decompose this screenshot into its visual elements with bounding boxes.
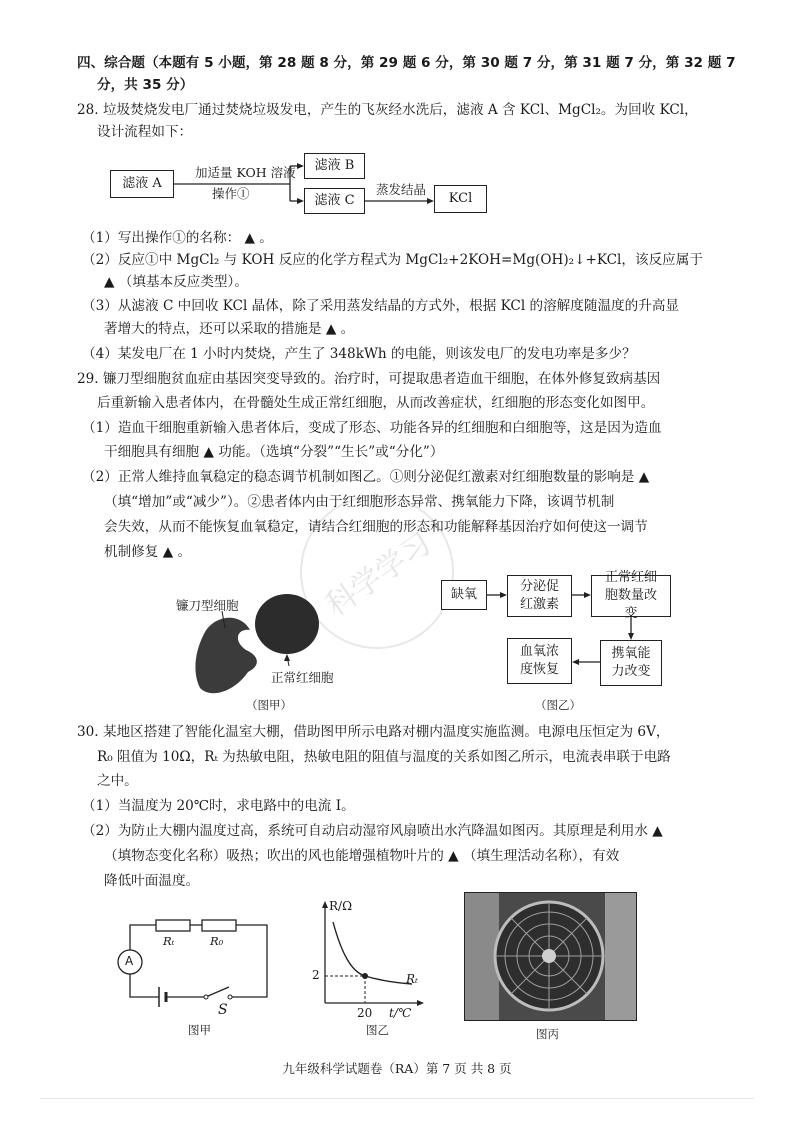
q29-part1-line1: （1）造血干细胞重新输入患者体后，变成了形态、功能各异的红细胞和白细胞等，这是因为造血 — [82, 420, 662, 436]
node-oxygen-capacity-change: 携氧能力改变 — [600, 640, 662, 686]
node-hypoxia: 缺氧 — [441, 580, 487, 610]
graph-y-label: R/Ω — [329, 899, 353, 913]
graph-x-tick: 20 — [357, 1006, 373, 1020]
q28-part1: （1）写出操作①的名称： ▲ 。 — [82, 230, 273, 246]
page-footer: 九年级科学试题卷（RA）第 7 页 共 8 页 — [282, 1061, 512, 1076]
figure-yi-caption: （图乙） — [535, 698, 581, 712]
q30-part1: （1）当温度为 20℃时，求电路中的电流 I。 — [82, 798, 355, 814]
q28-intro-line2: 设计流程如下： — [97, 124, 193, 140]
q28-part2-line1: （2）反应①中 MgCl₂ 与 KOH 反应的化学方程式为 MgCl₂+2KOH=Mg(OH)₂↓+KCl，该反应属于 — [82, 252, 703, 268]
figure-jia-caption: （图甲） — [246, 698, 292, 712]
flow-reagent-label: 加适量 KOH 溶液 — [195, 165, 296, 180]
q28-part2-line2: ▲ （填基本反应类型）。 — [104, 274, 248, 290]
q29-intro-line1: 29. 镰刀型细胞贫血症由基因突变导致的。治疗时，可提取患者造血干细胞，在体外修复致病基因 — [77, 371, 661, 387]
node-rbc-count-change: 正常红细胞数量改变 — [591, 575, 671, 617]
section-header-line1: 四、综合题（本题有 5 小题，第 28 题 8 分，第 29 题 6 分，第 30 题 7 分，第 31 题 7 分，第 32 题 7 — [77, 55, 736, 71]
q28-intro-line1: 28. 垃圾焚烧发电厂通过焚烧垃圾发电，产生的飞灰经水洗后，滤液 A 含 KCl、MgCl₂。为回收 KCl， — [77, 102, 698, 118]
ammeter-label: A — [125, 954, 134, 968]
node-secrete-hormone: 分泌促红激素 — [507, 575, 572, 617]
section-header-line2: 分，共 35 分） — [97, 77, 194, 93]
switch-label: S — [218, 1002, 228, 1018]
q30-part2-line1: （2）为防止大棚内温度过高，系统可自动启动湿帘风扇喷出水汽降温如图丙。其原理是利用水 ▲ — [82, 823, 663, 839]
q30-part2-line2: （填物态变化名称）吸热；吹出的风也能增强植物叶片的 ▲ （填生理活动名称），有效 — [104, 848, 620, 864]
q29-part2-line1: （2）正常人维持血氧稳定的稳态调节机制如图乙。①则分泌促红激素对红细胞数量的影响是 ▲ — [82, 469, 650, 485]
q29-intro-line2: 后重新输入患者体内，在骨髓处生成正常红细胞，从而改善症状，红细胞的形态变化如图甲。 — [97, 395, 655, 411]
r0-label: R₀ — [210, 934, 224, 948]
flow-product-kcl: KCl — [434, 185, 487, 213]
flow-operation-label: 操作① — [212, 186, 250, 201]
graph-curve-label: Rₜ — [406, 972, 418, 986]
fan-illustration — [465, 893, 636, 1020]
photo-caption: 图丙 — [536, 1027, 559, 1041]
flow-evaporate-label: 蒸发结晶 — [376, 182, 427, 197]
q29-part2-line2: （填“增加”或“减少”）。②患者体内由于红细胞形态异常、携氧能力下降，该调节机制 — [104, 494, 615, 510]
q30-intro-line1: 30. 某地区搭建了智能化温室大棚，借助图甲所示电路对棚内温度实施监测。电源电压恒定为 6V， — [77, 724, 670, 740]
fan-photo — [464, 892, 637, 1021]
q28-part3-line2: 著增大的特点，还可以采取的措施是 ▲ 。 — [104, 321, 355, 337]
normal-cell-label: 正常红细胞 — [271, 670, 334, 685]
watermark-stamp: 科学学习 — [270, 465, 484, 679]
flow-filtrate-b: 滤液 B — [304, 153, 365, 179]
flow-filtrate-c: 滤液 C — [304, 188, 365, 214]
node-blood-oxygen-recovery: 血氧浓度恢复 — [507, 638, 572, 684]
q28-part4: （4）某发电厂在 1 小时内焚烧，产生了 348kWh 的电能，则该发电厂的发电功率是多少？ — [82, 346, 636, 362]
graph-x-label: t/℃ — [389, 1006, 412, 1020]
q29-part2-line3: 会失效，从而不能恢复血氧稳定，请结合红细胞的形态和功能解释基因治疗如何使这一调节 — [104, 519, 648, 535]
q30-part2-line3: 降低叶面温度。 — [104, 873, 200, 889]
rt-curve — [333, 922, 412, 984]
q28-part3-line1: （3）从滤液 C 中回收 KCl 晶体，除了采用蒸发结晶的方式外，根据 KCl 的溶解度随温度的升高显 — [82, 298, 680, 314]
circuit-caption: 图甲 — [188, 1023, 211, 1037]
q29-part2-line4: 机制修复 ▲ 。 — [104, 544, 192, 560]
bottom-divider — [40, 1098, 754, 1099]
graph-caption: 图乙 — [366, 1023, 389, 1037]
graph-y-tick: 2 — [312, 968, 320, 982]
graph-marked-point — [362, 973, 368, 979]
flow-filtrate-a: 滤液 A — [110, 170, 174, 198]
q30-intro-line3: 之中。 — [97, 773, 138, 789]
q29-part1-line2: 干细胞具有细胞 ▲ 功能。（选填“分裂”“生长”或“分化”） — [104, 444, 444, 460]
q30-intro-line2: R₀ 阻值为 10Ω，Rₜ 为热敏电阻，热敏电阻的阻值与温度的关系如图乙所示，电流表串联于电路 — [97, 749, 671, 765]
sickle-cell-label: 镰刀型细胞 — [176, 598, 239, 613]
rt-label: Rₜ — [163, 934, 175, 948]
